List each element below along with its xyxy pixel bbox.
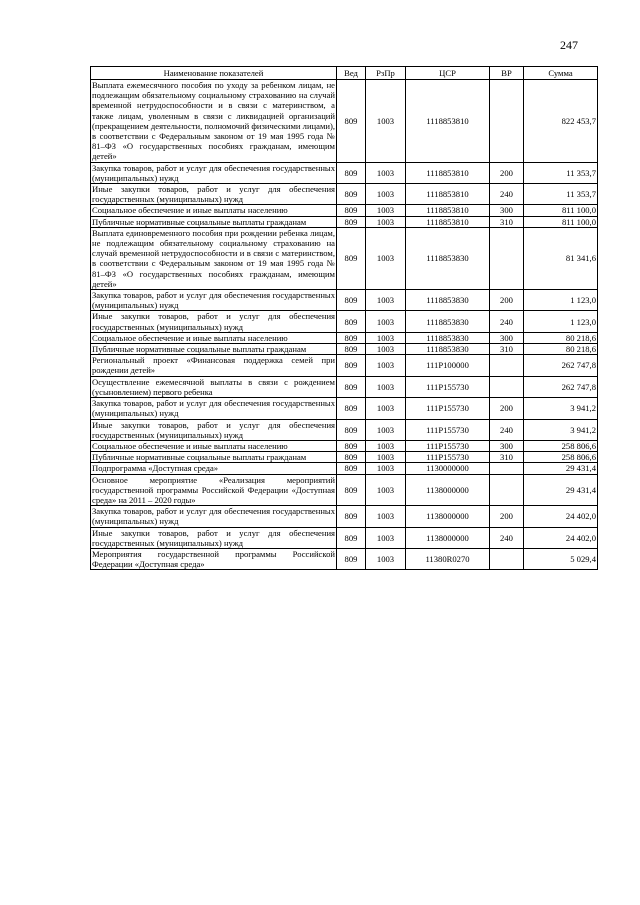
cell-ved: 809 (337, 290, 366, 311)
cell-csr: 1118853810 (406, 216, 490, 227)
table-row (91, 290, 598, 311)
cell-csr: 1118853830 (406, 290, 490, 311)
cell-vr (490, 376, 524, 397)
cell-vr: 200 (490, 398, 524, 419)
cell-ved: 809 (337, 440, 366, 451)
cell-rzpr: 1003 (366, 355, 406, 376)
table-body (91, 80, 598, 570)
cell-csr: 1118853830 (406, 311, 490, 332)
cell-vr: 300 (490, 440, 524, 451)
cell-sum: 29 431,4 (524, 463, 598, 474)
cell-rzpr: 1003 (366, 227, 406, 289)
cell-vr: 310 (490, 344, 524, 355)
cell-vr: 240 (490, 184, 524, 205)
cell-sum: 811 100,0 (524, 216, 598, 227)
cell-rzpr: 1003 (366, 216, 406, 227)
cell-csr: 1118853830 (406, 227, 490, 289)
cell-rzpr: 1003 (366, 162, 406, 183)
table-row (91, 452, 598, 463)
table-row (91, 506, 598, 527)
cell-ved: 809 (337, 419, 366, 440)
cell-ved: 809 (337, 506, 366, 527)
table-header-row (91, 67, 598, 80)
cell-vr: 300 (490, 205, 524, 216)
cell-sum: 80 218,6 (524, 344, 598, 355)
cell-rzpr: 1003 (366, 184, 406, 205)
cell-ved: 809 (337, 227, 366, 289)
cell-csr: 111P155730 (406, 440, 490, 451)
cell-sum: 80 218,6 (524, 332, 598, 343)
cell-name: Закупка товаров, работ и услуг для обеспечения государственных (муниципальных) нужд (92, 398, 335, 419)
cell-vr: 300 (490, 332, 524, 343)
cell-ved: 809 (337, 474, 366, 506)
table-row (91, 463, 598, 474)
cell-sum: 11 353,7 (524, 184, 598, 205)
cell-sum: 81 341,6 (524, 227, 598, 289)
cell-name: Выплата ежемесячного пособия по уходу за ребенком лицам, не подлежащим обязательному социальному страхованию на случай временной нетрудоспособности и в связи с материнством, а также лицам, уволенным в связи с ликвидацией организаций (прекращением деятельности, полномочий физическими лицами), в соответствии с Федеральным законом от 19 мая 1995 года № 81–ФЗ «О государственных пособиях гражданам, имеющим детей» (92, 80, 335, 162)
table-row (91, 332, 598, 343)
cell-sum: 24 402,0 (524, 506, 598, 527)
cell-csr: 111P155730 (406, 376, 490, 397)
cell-csr: 111P155730 (406, 419, 490, 440)
table-row (91, 227, 598, 289)
cell-vr (490, 80, 524, 163)
cell-rzpr: 1003 (366, 527, 406, 548)
cell-rzpr: 1003 (366, 344, 406, 355)
cell-sum: 3 941,2 (524, 419, 598, 440)
cell-rzpr: 1003 (366, 80, 406, 163)
cell-vr: 240 (490, 527, 524, 548)
cell-ved: 809 (337, 205, 366, 216)
table-row (91, 548, 598, 569)
cell-name: Публичные нормативные социальные выплаты гражданам (91, 452, 337, 463)
cell-name: Мероприятия государственной программы Российской Федерации «Доступная среда» (92, 548, 335, 570)
cell-name: Выплата единовременного пособия при рождении ребенка лицам, не подлежащим обязательному социальному страхованию на случай временной нетрудоспособности и в связи с материнством, в соответствии с Федеральным законом от 19 мая 1995 года № 81–ФЗ «О государственных пособиях гражданам, имеющим детей» (92, 227, 335, 289)
table-row (91, 376, 598, 397)
table-row (91, 527, 598, 548)
table-row (91, 398, 598, 419)
cell-csr: 111P155730 (406, 398, 490, 419)
cell-name: Иные закупки товаров, работ и услуг для обеспечения государственных (муниципальных) нужд (92, 311, 335, 332)
cell-name: Основное мероприятие «Реализация мероприятий государственной программы Российской Федерации «Доступная среда» на 2011 – 2020 годы» (92, 474, 335, 505)
cell-sum: 262 747,8 (524, 376, 598, 397)
cell-csr: 1138000000 (406, 506, 490, 527)
cell-rzpr: 1003 (366, 290, 406, 311)
cell-vr: 200 (490, 162, 524, 183)
cell-sum: 3 941,2 (524, 398, 598, 419)
cell-name: Социальное обеспечение и иные выплаты населению (91, 440, 337, 451)
cell-rzpr: 1003 (366, 419, 406, 440)
cell-rzpr: 1003 (366, 474, 406, 506)
cell-name: Закупка товаров, работ и услуг для обеспечения государственных (муниципальных) нужд (92, 162, 335, 183)
cell-rzpr: 1003 (366, 506, 406, 527)
cell-rzpr: 1003 (366, 332, 406, 343)
cell-vr: 240 (490, 419, 524, 440)
cell-vr: 200 (490, 506, 524, 527)
table-row (91, 344, 598, 355)
table-row (91, 80, 598, 163)
cell-sum: 5 029,4 (524, 548, 598, 569)
cell-sum: 811 100,0 (524, 205, 598, 216)
cell-ved: 809 (337, 80, 366, 163)
cell-ved: 809 (337, 162, 366, 183)
cell-vr (490, 227, 524, 289)
cell-sum: 1 123,0 (524, 290, 598, 311)
cell-rzpr: 1003 (366, 398, 406, 419)
cell-csr: 1118853830 (406, 332, 490, 343)
cell-sum: 822 453,7 (524, 80, 598, 163)
cell-sum: 11 353,7 (524, 162, 598, 183)
cell-ved: 809 (337, 376, 366, 397)
cell-rzpr: 1003 (366, 452, 406, 463)
cell-ved: 809 (337, 463, 366, 474)
cell-name: Публичные нормативные социальные выплаты гражданам (91, 216, 337, 227)
cell-ved: 809 (337, 311, 366, 332)
cell-vr (490, 548, 524, 569)
cell-vr: 240 (490, 311, 524, 332)
cell-vr: 310 (490, 216, 524, 227)
cell-rzpr: 1003 (366, 311, 406, 332)
header-vr: ВР (490, 67, 524, 80)
cell-ved: 809 (337, 332, 366, 343)
cell-sum: 258 806,6 (524, 452, 598, 463)
cell-ved: 809 (337, 548, 366, 569)
header-sum: Сумма (524, 67, 598, 80)
cell-csr: 1138000000 (406, 474, 490, 506)
cell-name: Иные закупки товаров, работ и услуг для обеспечения государственных (муниципальных) нужд (92, 184, 335, 205)
cell-rzpr: 1003 (366, 548, 406, 569)
cell-csr: 1130000000 (406, 463, 490, 474)
cell-ved: 809 (337, 216, 366, 227)
cell-vr: 310 (490, 452, 524, 463)
cell-name: Социальное обеспечение и иные выплаты населению (91, 205, 337, 216)
cell-ved: 809 (337, 344, 366, 355)
cell-rzpr: 1003 (366, 376, 406, 397)
table-row (91, 205, 598, 216)
cell-name: Закупка товаров, работ и услуг для обеспечения государственных (муниципальных) нужд (92, 506, 335, 527)
table-row (91, 216, 598, 227)
cell-name: Региональный проект «Финансовая поддержка семей при рождении детей» (92, 355, 335, 376)
cell-name: Социальное обеспечение и иные выплаты населению (91, 332, 337, 343)
cell-ved: 809 (337, 452, 366, 463)
cell-csr: 1118853830 (406, 344, 490, 355)
cell-csr: 1118853810 (406, 205, 490, 216)
header-name: Наименование показателей (91, 67, 337, 80)
cell-vr (490, 474, 524, 506)
cell-name: Иные закупки товаров, работ и услуг для обеспечения государственных (муниципальных) нужд (92, 419, 335, 440)
cell-csr: 1118853810 (406, 184, 490, 205)
cell-csr: 111P100000 (406, 355, 490, 376)
cell-vr (490, 463, 524, 474)
header-ved: Вед (337, 67, 366, 80)
cell-ved: 809 (337, 398, 366, 419)
table-row (91, 440, 598, 451)
cell-rzpr: 1003 (366, 205, 406, 216)
cell-name: Подпрограмма «Доступная среда» (91, 463, 337, 474)
budget-table (90, 66, 598, 570)
cell-ved: 809 (337, 355, 366, 376)
table-row (91, 162, 598, 183)
cell-name: Иные закупки товаров, работ и услуг для обеспечения государственных (муниципальных) нужд (92, 527, 335, 548)
page-number: 247 (560, 38, 578, 52)
cell-csr: 1138000000 (406, 527, 490, 548)
cell-rzpr: 1003 (366, 463, 406, 474)
header-rzpr: РзПр (366, 67, 406, 80)
cell-ved: 809 (337, 184, 366, 205)
cell-sum: 29 431,4 (524, 474, 598, 506)
table-row (91, 355, 598, 376)
cell-csr: 111P155730 (406, 452, 490, 463)
cell-vr (490, 355, 524, 376)
cell-vr: 200 (490, 290, 524, 311)
cell-csr: 1118853810 (406, 80, 490, 163)
cell-sum: 262 747,8 (524, 355, 598, 376)
cell-csr: 1118853810 (406, 162, 490, 183)
cell-name: Публичные нормативные социальные выплаты гражданам (91, 344, 337, 355)
table-row (91, 474, 598, 506)
cell-rzpr: 1003 (366, 440, 406, 451)
cell-name: Закупка товаров, работ и услуг для обеспечения государственных (муниципальных) нужд (92, 290, 335, 311)
cell-sum: 24 402,0 (524, 527, 598, 548)
cell-ved: 809 (337, 527, 366, 548)
cell-name: Осуществление ежемесячной выплаты в связи с рождением (усыновлением) первого ребенка (92, 376, 335, 397)
table-row (91, 311, 598, 332)
cell-sum: 1 123,0 (524, 311, 598, 332)
cell-csr: 11380R0270 (406, 548, 490, 569)
cell-sum: 258 806,6 (524, 440, 598, 451)
table-row (91, 419, 598, 440)
table-row (91, 184, 598, 205)
header-csr: ЦСР (406, 67, 490, 80)
